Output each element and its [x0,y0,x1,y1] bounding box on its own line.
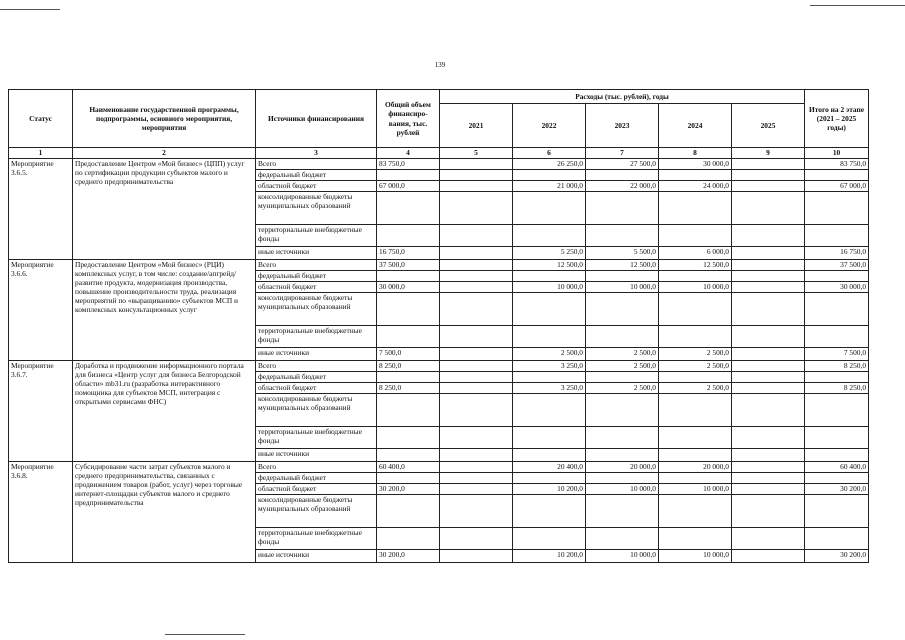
year-2021-value [440,473,513,484]
year-2021-value [440,326,513,348]
funding-source: областной бюджет [256,181,377,192]
column-number-row [9,148,869,159]
year-2022-value [513,372,586,383]
header-year-2022: 2022 [513,104,586,148]
funding-source: консолидированные бюджеты муниципальных образований [256,394,377,427]
funding-source: консолидированные бюджеты муниципальных образований [256,192,377,225]
column-number: 6 [513,148,586,159]
total-volume-value [377,449,440,462]
year-2021-value [440,247,513,260]
year-2021-value [440,449,513,462]
scan-edge-line-top-left [0,9,60,10]
header-row-1 [9,90,869,104]
funding-source: областной бюджет [256,484,377,495]
year-2023-value [586,170,659,181]
year-2025-value [732,247,805,260]
total-volume-value: 30 200,0 [377,550,440,563]
total-volume-value: 7 500,0 [377,348,440,361]
year-2021-value [440,372,513,383]
year-2024-value [659,473,732,484]
year-2022-value: 21 000,0 [513,181,586,192]
column-number: 2 [73,148,256,159]
funding-source: Всего [256,260,377,271]
year-2023-value: 20 000,0 [586,462,659,473]
year-2023-value [586,528,659,550]
year-2023-value [586,394,659,427]
measure-status: Мероприятие 3.6.6. [9,260,73,361]
year-2022-value [513,473,586,484]
year-2025-value [732,394,805,427]
column-number: 5 [440,148,513,159]
year-2022-value [513,170,586,181]
funding-source: федеральный бюджет [256,271,377,282]
year-2021-value [440,495,513,528]
total-volume-value [377,473,440,484]
total-volume-value [377,225,440,247]
year-2021-value [440,550,513,563]
year-2024-value [659,225,732,247]
year-2022-value: 3 250,0 [513,361,586,372]
funding-source: иные источники [256,348,377,361]
measure-status: Мероприятие 3.6.7. [9,361,73,462]
stage-total-value: 67 000,0 [805,181,869,192]
year-2025-value [732,170,805,181]
funding-source: иные источники [256,247,377,260]
year-2025-value [732,348,805,361]
funding-source: Всего [256,159,377,170]
year-2023-value: 12 500,0 [586,260,659,271]
year-2025-value [732,462,805,473]
budget-table [8,89,869,563]
year-2023-value: 5 500,0 [586,247,659,260]
stage-total-value [805,394,869,427]
budget-table-body [9,159,869,563]
year-2023-value: 10 000,0 [586,484,659,495]
total-volume-value: 37 500,0 [377,260,440,271]
header-year-2025: 2025 [732,104,805,148]
year-2023-value: 10 000,0 [586,550,659,563]
column-number: 7 [586,148,659,159]
year-2024-value [659,192,732,225]
total-volume-value [377,427,440,449]
stage-total-value: 30 200,0 [805,484,869,495]
year-2022-value [513,528,586,550]
header-status: Статус [9,90,73,148]
funding-source: областной бюджет [256,282,377,293]
total-volume-value: 16 750,0 [377,247,440,260]
year-2023-value [586,271,659,282]
funding-source: Всего [256,361,377,372]
total-volume-value [377,170,440,181]
funding-source: территориальные внебюджетные фонды [256,427,377,449]
funding-source: федеральный бюджет [256,473,377,484]
header-year-2023: 2023 [586,104,659,148]
year-2021-value [440,192,513,225]
year-2025-value [732,225,805,247]
year-2021-value [440,181,513,192]
year-2022-value: 26 250,0 [513,159,586,170]
stage-total-value: 7 500,0 [805,348,869,361]
stage-total-value: 83 750,0 [805,159,869,170]
year-2025-value [732,159,805,170]
year-2021-value [440,282,513,293]
year-2023-value: 2 500,0 [586,348,659,361]
year-2023-value [586,326,659,348]
year-2024-value [659,394,732,427]
year-2022-value [513,326,586,348]
year-2025-value [732,293,805,326]
scan-edge-line-top-right [810,5,905,6]
year-2023-value: 2 500,0 [586,383,659,394]
year-2023-value: 22 000,0 [586,181,659,192]
stage-total-value [805,449,869,462]
table-row [9,361,869,372]
funding-source: областной бюджет [256,383,377,394]
year-2023-value [586,192,659,225]
stage-total-value [805,170,869,181]
stage-total-value: 60 400,0 [805,462,869,473]
year-2024-value: 6 000,0 [659,247,732,260]
header-expenses-group: Расходы (тыс. рублей), годы [440,90,805,104]
year-2024-value: 2 500,0 [659,383,732,394]
year-2025-value [732,449,805,462]
year-2021-value [440,484,513,495]
measure-name: Предоставление Центром «Мой бизнес» (РЦИ) комплексных услуг, в том числе: создание/апгрейд/развитие продукта, модернизация производства, повышение производительности труда, реализация мероприятий по «выращиванию» субъектов МСП и комплексных консультационных услуг [73,260,256,361]
year-2025-value [732,271,805,282]
year-2025-value [732,192,805,225]
page-number: 139 [434,61,446,69]
year-2024-value: 12 500,0 [659,260,732,271]
year-2025-value [732,473,805,484]
stage-total-value: 30 000,0 [805,282,869,293]
year-2023-value: 2 500,0 [586,361,659,372]
year-2021-value [440,271,513,282]
column-number: 4 [377,148,440,159]
total-volume-value: 8 250,0 [377,383,440,394]
year-2021-value [440,361,513,372]
year-2024-value: 30 000,0 [659,159,732,170]
year-2025-value [732,260,805,271]
funding-source: территориальные внебюджетные фонды [256,225,377,247]
year-2021-value [440,348,513,361]
scan-edge-line-bottom [165,634,245,635]
year-2024-value [659,271,732,282]
stage-total-value [805,372,869,383]
year-2023-value [586,449,659,462]
total-volume-value: 67 000,0 [377,181,440,192]
year-2021-value [440,462,513,473]
total-volume-value [377,528,440,550]
measure-name: Предоставление Центром «Мой бизнес» (ЦПП) услуг по сертификации продукции субъектов малого и среднего предпринимательства [73,159,256,260]
year-2022-value [513,271,586,282]
total-volume-value: 60 400,0 [377,462,440,473]
year-2022-value [513,495,586,528]
year-2023-value [586,495,659,528]
funding-source: территориальные внебюджетные фонды [256,326,377,348]
year-2022-value [513,225,586,247]
year-2024-value [659,449,732,462]
year-2023-value [586,293,659,326]
year-2024-value: 20 000,0 [659,462,732,473]
year-2025-value [732,372,805,383]
measure-name: Доработка и продвижение информационного портала для бизнеса «Центр услуг для бизнеса Белгородской области» mb31.ru (разработка интерактивного помощника для субъектов МСП, интеграция с открытыми сервисами ФНС) [73,361,256,462]
year-2022-value: 10 200,0 [513,484,586,495]
year-2022-value: 20 400,0 [513,462,586,473]
year-2021-value [440,293,513,326]
header-program-name: Наименование государственной программы, подпрограммы, основного мероприятия, мероприятия [73,90,256,148]
stage-total-value: 30 200,0 [805,550,869,563]
total-volume-value: 83 750,0 [377,159,440,170]
stage-total-value [805,293,869,326]
year-2022-value: 10 000,0 [513,282,586,293]
year-2022-value: 12 500,0 [513,260,586,271]
year-2024-value: 2 500,0 [659,348,732,361]
year-2022-value [513,427,586,449]
column-number: 9 [732,148,805,159]
stage-total-value [805,192,869,225]
year-2022-value: 5 250,0 [513,247,586,260]
year-2023-value: 10 000,0 [586,282,659,293]
header-year-2021: 2021 [440,104,513,148]
table-row [9,159,869,170]
year-2021-value [440,394,513,427]
stage-total-value [805,528,869,550]
year-2024-value: 24 000,0 [659,181,732,192]
year-2022-value: 2 500,0 [513,348,586,361]
year-2025-value [732,427,805,449]
year-2024-value [659,427,732,449]
total-volume-value: 30 000,0 [377,282,440,293]
year-2023-value [586,372,659,383]
year-2023-value [586,473,659,484]
year-2023-value [586,427,659,449]
year-2021-value [440,528,513,550]
year-2022-value: 3 250,0 [513,383,586,394]
year-2024-value [659,495,732,528]
stage-total-value: 8 250,0 [805,383,869,394]
stage-total-value: 8 250,0 [805,361,869,372]
year-2025-value [732,484,805,495]
table-row [9,260,869,271]
year-2024-value: 2 500,0 [659,361,732,372]
stage-total-value: 37 500,0 [805,260,869,271]
stage-total-value [805,495,869,528]
column-number: 10 [805,148,869,159]
year-2024-value [659,372,732,383]
column-number: 1 [9,148,73,159]
year-2024-value [659,293,732,326]
year-2025-value [732,383,805,394]
year-2024-value: 10 000,0 [659,550,732,563]
funding-source: территориальные внебюджетные фонды [256,528,377,550]
stage-total-value [805,473,869,484]
total-volume-value [377,495,440,528]
total-volume-value [377,293,440,326]
funding-source: консолидированные бюджеты муниципальных образований [256,293,377,326]
year-2023-value [586,225,659,247]
year-2024-value [659,170,732,181]
header-stage-total: Итого на 2 этапе (2021 – 2025 годы) [805,90,869,148]
year-2022-value: 10 200,0 [513,550,586,563]
measure-status: Мероприятие 3.6.5. [9,159,73,260]
total-volume-value: 8 250,0 [377,361,440,372]
year-2024-value [659,528,732,550]
year-2025-value [732,550,805,563]
year-2022-value [513,192,586,225]
funding-source: федеральный бюджет [256,170,377,181]
year-2022-value [513,293,586,326]
column-number: 3 [256,148,377,159]
total-volume-value [377,192,440,225]
year-2021-value [440,260,513,271]
funding-source: консолидированные бюджеты муниципальных образований [256,495,377,528]
funding-source: иные источники [256,550,377,563]
year-2022-value [513,394,586,427]
funding-source: Всего [256,462,377,473]
stage-total-value [805,225,869,247]
year-2021-value [440,383,513,394]
funding-source: федеральный бюджет [256,372,377,383]
measure-name: Субсидирование части затрат субъектов малого и среднего предпринимательства, связанных с продвижением товаров (работ, услуг) через торговые интернет-площадки субъектов малого и среднего предпринимательства [73,462,256,563]
year-2022-value [513,449,586,462]
year-2025-value [732,326,805,348]
funding-source: иные источники [256,449,377,462]
year-2021-value [440,159,513,170]
year-2024-value: 10 000,0 [659,282,732,293]
stage-total-value [805,427,869,449]
column-number: 8 [659,148,732,159]
year-2024-value [659,326,732,348]
stage-total-value: 16 750,0 [805,247,869,260]
year-2025-value [732,528,805,550]
total-volume-value [377,271,440,282]
year-2021-value [440,225,513,247]
stage-total-value [805,326,869,348]
header-total-volume: Общий объем финансиро-вания, тыс. рублей [377,90,440,148]
year-2025-value [732,181,805,192]
total-volume-value [377,372,440,383]
year-2025-value [732,495,805,528]
total-volume-value: 30 200,0 [377,484,440,495]
measure-status: Мероприятие 3.6.8. [9,462,73,563]
year-2024-value: 10 000,0 [659,484,732,495]
year-2023-value: 27 500,0 [586,159,659,170]
header-year-2024: 2024 [659,104,732,148]
stage-total-value [805,271,869,282]
year-2025-value [732,361,805,372]
total-volume-value [377,326,440,348]
year-2025-value [732,282,805,293]
header-sources: Источники финансирования [256,90,377,148]
year-2021-value [440,170,513,181]
total-volume-value [377,394,440,427]
year-2021-value [440,427,513,449]
table-row [9,462,869,473]
